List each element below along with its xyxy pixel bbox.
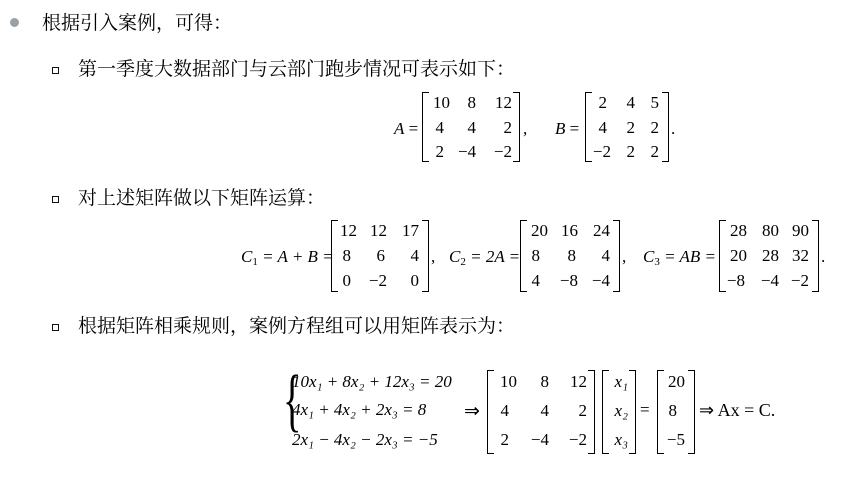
cell: 8 [567,246,576,265]
equation-1: 10x₁ + 8x₂ + 12x₃ = 20 [292,372,452,391]
equation-3: 2x₁ − 4x₂ − 2x₃ = −5 [292,430,438,449]
left-brace: { [283,362,302,439]
cell: 16 [561,221,578,240]
cell: 20 [531,221,548,240]
cell: 12 [370,221,387,240]
cell: 20 [668,372,685,391]
c2-label: $C_2 = 2A$ = [449,247,521,268]
square-bullet-icon [52,67,59,74]
cell: 12 [570,372,587,391]
cell: 8 [531,246,540,265]
cell: 4 [467,118,476,137]
cell: 4 [435,118,444,137]
square-bullet-icon [52,196,59,203]
cell: −2 [790,271,809,290]
cell: 8 [540,372,549,391]
cell: −2 [592,142,611,161]
cell: 2 [650,142,659,161]
cell: 20 [730,246,747,265]
matrix-c3 [719,220,819,292]
matrix-a-label: A = [394,119,419,138]
cell: 4 [500,401,509,420]
cell: 2 [500,430,509,449]
cell: 4 [531,271,540,290]
item1-text: 第一季度大数据部门与云部门跑步情况可表示如下： [78,58,516,80]
comma: , [431,247,436,266]
comma: , [523,119,528,138]
cell: 2 [578,401,587,420]
matrix-c1 [331,220,429,292]
cell: 2 [626,142,635,161]
cell: 17 [402,221,419,240]
cell: 32 [792,246,809,265]
cell: −4 [591,271,610,290]
cell: 5 [650,93,659,112]
cell: 8 [342,246,351,265]
cell: 8 [467,93,476,112]
cell: 24 [593,221,610,240]
cell: 4 [540,401,549,420]
cell: 4 [626,93,635,112]
cell: 4 [601,246,610,265]
cell: 10 [433,93,450,112]
cell: −8 [726,271,745,290]
period: . [821,247,826,266]
cell: 0 [342,271,351,290]
cell: 2 [626,118,635,137]
cell: −4 [458,142,477,161]
final-equation: ⇒ Ax = C. [699,400,776,420]
equation-2: 4x₁ + 4x₂ + 2x₃ = 8 [292,400,427,419]
x-vector [602,370,636,454]
bullet-dot [10,18,19,27]
cell: −2 [493,142,512,161]
cell: 2 [503,118,512,137]
cell: 12 [495,93,512,112]
matrix-b [585,92,669,162]
cell: 2 [650,118,659,137]
cell: −2 [368,271,387,290]
cell: 8 [668,401,677,420]
cell: 0 [410,271,419,290]
equals-sign: = [640,400,650,419]
cell: x₁ [614,372,628,391]
cell: −4 [760,271,779,290]
cell: −2 [568,430,587,449]
cell: −4 [530,430,549,449]
cell: 10 [500,372,517,391]
cell: 2 [598,93,607,112]
implies-arrow: ⇒ [464,401,480,422]
cell: 4 [598,118,607,137]
matrix-c2 [520,220,620,292]
cell: 6 [376,246,385,265]
cell: 2 [435,142,444,161]
cell: x₂ [614,401,628,420]
coefficient-matrix [487,370,595,454]
item3-text: 根据矩阵相乘规则，案例方程组可以用矩阵表示为： [78,315,516,337]
cell: 28 [730,221,747,240]
cell: 12 [340,221,357,240]
cell: x₃ [614,430,628,449]
matrix-a [422,92,520,162]
cell: 80 [762,221,779,240]
cell: 4 [410,246,419,265]
square-bullet-icon [52,324,59,331]
matrix-b-label: B = [555,119,580,138]
c3-label: $C_3$ = AB = [643,247,716,268]
period: . [671,119,676,138]
rhs-vector [657,370,695,454]
c1-label: $C_1 = A + B$ = [241,247,334,268]
intro-text: 根据引入案例，可得： [42,12,233,34]
cell: 28 [762,246,779,265]
cell: −8 [559,271,578,290]
item2-text: 对上述矩阵做以下矩阵运算： [78,187,326,209]
cell: 90 [792,221,809,240]
cell: −5 [666,430,685,449]
comma: , [622,247,627,266]
